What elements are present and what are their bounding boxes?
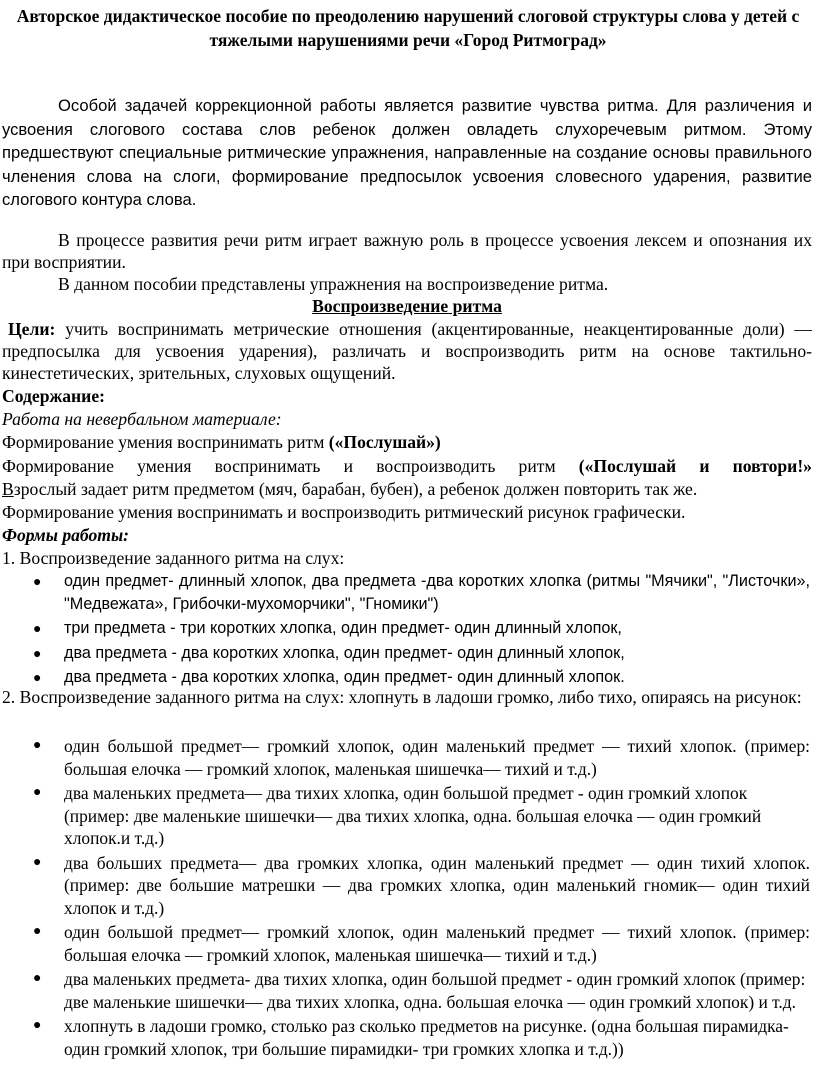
bullet-icon: ● [33, 573, 42, 589]
task2-list [0, 735, 816, 1060]
task1-title: 1. Воспроизведение заданного ритма на слух: [2, 548, 345, 568]
list-item-text: два маленьких предмета— два тихих хлопка, один большой предмет - один громкий хлопок (пример: две маленькие шишечки— два тихих хлопка, одна. большая елочка — один громкий хлопок.и т.д.) [64, 783, 762, 848]
list-item [0, 617, 816, 640]
content-line-2-bold: («Послушай и повтори!» [578, 456, 812, 476]
list-item-text: два маленьких предмета- два тихих хлопка, один большой предмет - один громкий хлопок (пример: две маленькие шишечки— два тихих хлопка, одна. большая елочка — один громкий хлопок) и т.д. [64, 969, 806, 1012]
bullet-icon: ● [33, 669, 42, 685]
bullet-icon: ● [33, 644, 42, 661]
content-line-2 [2, 455, 812, 477]
intro-paragraph-3: В данном пособии представлены упражнения на воспроизведение ритма. [58, 274, 609, 294]
list-item-text: один большой предмет— громкий хлопок, один маленький предмет — тихий хлопок. (пример: большая елочка — громкий хлопок, маленькая шишечка— тихий и т.д.) [64, 922, 810, 965]
document-title: Авторское дидактическое пособие по преодолению нарушений слоговой структуры слова у детей с тяжелыми нарушениями речи «Город Ритмоград» [16, 6, 800, 50]
content-line-1 [2, 431, 812, 453]
nonverbal-label: Работа на невербальном материале: [2, 409, 282, 429]
intro-paragraph-2: В процессе развития речи ритм играет важную роль в процессе усвоения лексем и опознания их при восприятии. [2, 230, 812, 272]
content-label: Содержание: [2, 386, 105, 406]
content-line-1-bold: («Послушай») [328, 432, 441, 452]
content-line-3 [2, 478, 812, 500]
list-item-text: три предмета - три коротких хлопка, один предмет- один длинный хлопок, [64, 619, 622, 637]
list-item [0, 642, 816, 665]
bullet-icon: ● [33, 971, 42, 986]
content-line-3-rest: зрослый задает ритм предметом (мяч, барабан, бубен), а ребенок должен повторить так же. [13, 479, 698, 499]
bullet-icon: ● [33, 620, 42, 636]
bullet-icon: ● [33, 854, 42, 870]
list-item-text: хлопнуть в ладоши громко, столько раз сколько предметов на рисунке. (одна большая пирамидка- один громкий хлопок, три большие пирамидки- три громких хлопка и т.д.)) [64, 1016, 789, 1059]
content-line-1-text: Формирование умения воспринимать ритм [2, 432, 329, 452]
list-item-text: два предмета - два коротких хлопка, один предмет- один длинный хлопок, [64, 643, 625, 662]
list-item-text: один предмет- длинный хлопок, два предмета -два коротких хлопка (ритмы "Мячики", "Листочки», "Медвежата», Грибочки-мухоморчики", "Гномики") [64, 572, 810, 613]
list-item [0, 1015, 816, 1060]
goals-paragraph [2, 318, 812, 384]
content-line-2-text: Формирование умения воспринимать и воспроизводить ритм [2, 456, 579, 476]
list-item-text: два больших предмета— два громких хлопка, один маленький предмет — один тихий хлопок. (пример: две большие матрешки — два громких хлопка, один маленький гномик— один тихий хлопок и т.д.) [64, 852, 810, 918]
content-line-4: Формирование умения воспринимать и воспроизводить ритмический рисунок графически. [2, 502, 686, 522]
bullet-icon: ● [33, 924, 42, 939]
bullet-icon: ● [33, 785, 42, 800]
goals-label: Цели: [8, 319, 56, 339]
task2-title: 2. Воспроизведение заданного ритма на слух: хлопнуть в ладоши громко, либо тихо, опираясь на рисунок: [2, 687, 802, 707]
list-item [0, 968, 816, 1013]
list-item [0, 782, 816, 850]
list-item [0, 921, 816, 966]
list-item-text: один большой предмет— громкий хлопок, один маленький предмет — тихий хлопок. (пример: большая елочка — громкий хлопок, маленькая шишечка— тихий и т.д.) [64, 736, 810, 779]
list-item [0, 735, 816, 780]
content-line-3-first: В [2, 479, 14, 499]
list-item [0, 570, 816, 615]
task1-list [0, 570, 816, 689]
section-heading: Воспроизведение ритма [312, 296, 502, 316]
intro-paragraph-1: Особой задачей коррекционной работы является развитие чувства ритма. Для различения и усвоения слогового состава слов ребенок должен овладеть слухоречевым ритмом. Этому предшествуют специальные ритмические упражнения, направленные на создание основы правильного членения слова на слоги, формирование предпосылок усвоения словесного ударения, развитие слогового контура слова. [2, 96, 812, 209]
list-item-text: два предмета - два коротких хлопка, один предмет- один длинный хлопок. [64, 668, 625, 686]
list-item [0, 852, 816, 920]
forms-label: Формы работы: [2, 525, 130, 545]
goals-text: учить воспринимать метрические отношения (акцентированные, неакцентированные доли) — предпосылка для усвоения ударения), различать и воспроизводить ритм на основе тактильно-кинестетических, зрительных, слуховых ощущений. [2, 319, 812, 383]
bullet-icon: ● [33, 738, 42, 753]
bullet-icon: ● [33, 1018, 42, 1033]
